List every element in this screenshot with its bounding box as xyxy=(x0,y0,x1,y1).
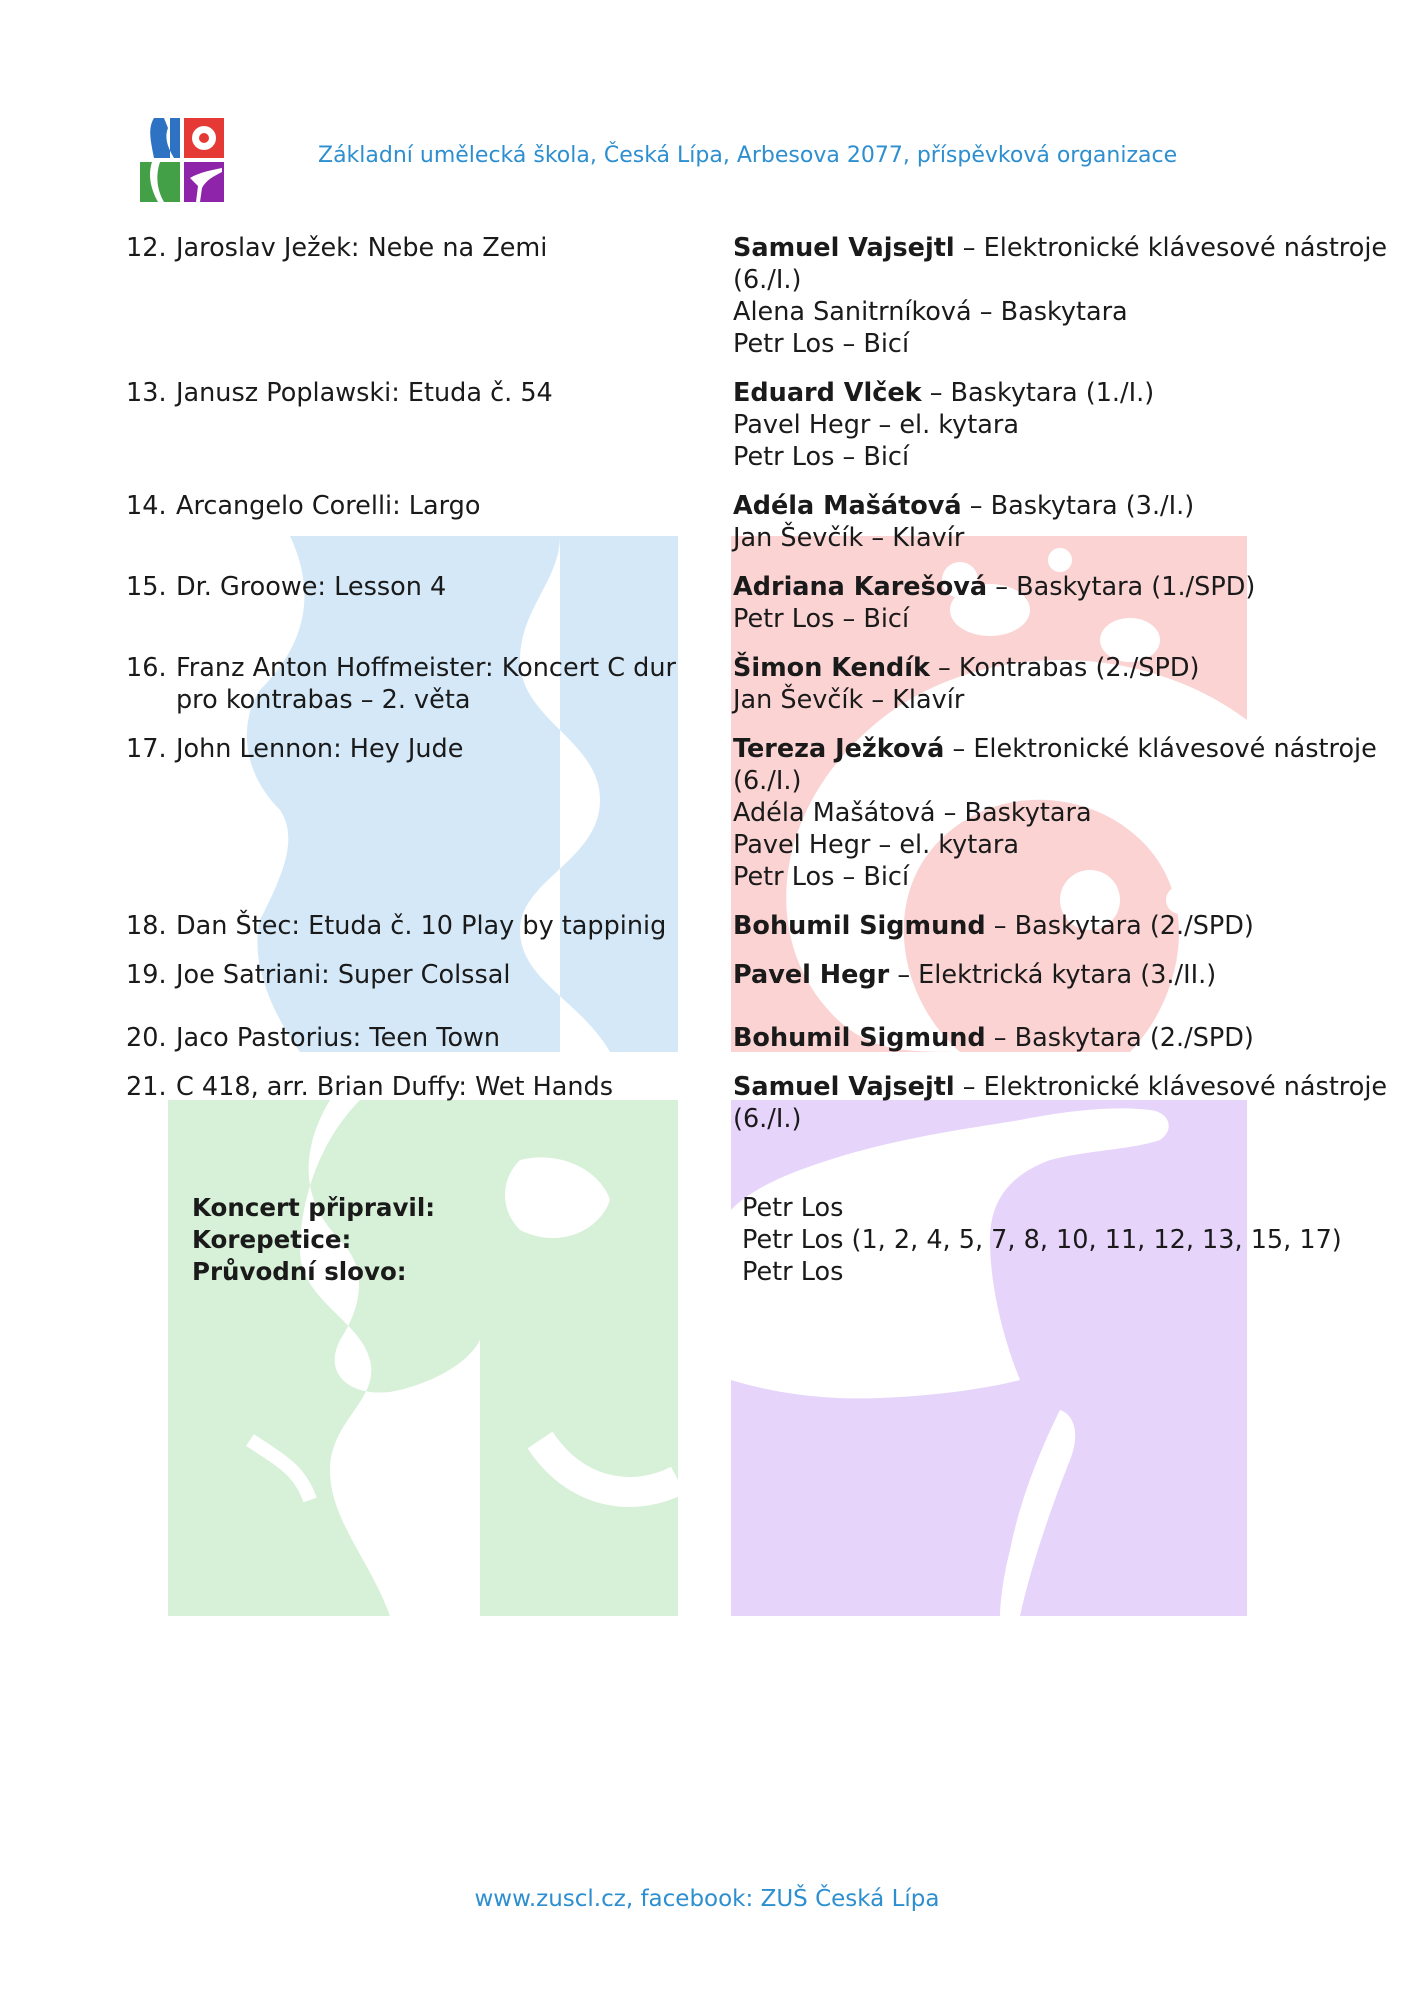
list-item xyxy=(126,959,1366,1022)
piece-title: Joe Satriani: Super Colssal xyxy=(176,960,511,990)
performer-detail: – Elektronické klávesové nástroje xyxy=(944,734,1377,764)
performer-name: Tereza Ježková xyxy=(733,734,945,764)
credit-value: Petr Los xyxy=(742,1193,844,1223)
program-list xyxy=(126,232,1388,1152)
performer-name: Adriana Karešová xyxy=(733,572,988,602)
piece-title: John Lennon: Hey Jude xyxy=(176,734,464,764)
purple-dancer-shape xyxy=(731,1100,1247,1616)
list-item xyxy=(126,377,1366,490)
performer-name: Samuel Vajsejtl xyxy=(733,233,955,263)
performer-extra: (6./I.) xyxy=(733,1104,802,1134)
piece-title: C 418, arr. Brian Duffy: Wet Hands xyxy=(176,1072,614,1102)
performer-detail: – Elektronické klávesové nástroje xyxy=(954,1072,1388,1102)
credit-row xyxy=(192,1192,1292,1224)
performer-extra: Petr Los – Bicí xyxy=(733,604,910,634)
performer-extra: Jan Ševčík – Klavír xyxy=(733,685,965,715)
item-number: 17. xyxy=(126,734,167,764)
performer-extra: Adéla Mašátová – Baskytara xyxy=(733,798,1092,828)
performer-detail: – Elektronické klávesové nástroje xyxy=(954,233,1388,263)
performer-name: Bohumil Sigmund xyxy=(733,911,986,941)
concert-credits xyxy=(192,1192,1342,1288)
credit-label: Koncert připravil: xyxy=(192,1193,436,1222)
performer-detail: – Baskytara (1./SPD) xyxy=(987,572,1256,602)
performer-detail: – Baskytara (3./I.) xyxy=(961,491,1195,521)
performer-extra: Pavel Hegr – el. kytara xyxy=(733,410,1019,440)
item-number: 20. xyxy=(126,1023,167,1053)
performer-name: Samuel Vajsejtl xyxy=(733,1072,955,1102)
performer-detail: – Elektrická kytara (3./II.) xyxy=(889,960,1217,990)
piece-title: Janusz Poplawski: Etuda č. 54 xyxy=(176,378,553,408)
credit-row xyxy=(192,1224,1342,1256)
item-number: 12. xyxy=(126,233,167,263)
performer-name: Eduard Vlček xyxy=(733,378,922,408)
performer-detail: – Baskytara (1./I.) xyxy=(921,378,1155,408)
list-item xyxy=(126,490,1366,571)
performer-name: Pavel Hegr xyxy=(733,960,890,990)
performer-extra: Petr Los – Bicí xyxy=(733,862,910,892)
list-item xyxy=(126,232,1388,377)
credit-label: Průvodní slovo: xyxy=(192,1257,407,1286)
piece-title: Franz Anton Hoffmeister: Koncert C dur pro kontrabas – 2. věta xyxy=(176,653,676,715)
list-item xyxy=(126,652,1366,733)
list-item xyxy=(126,910,1366,959)
credit-value: Petr Los (1, 2, 4, 5, 7, 8, 10, 11, 12, 13, 15, 17) xyxy=(742,1225,1342,1255)
performer-name: Adéla Mašátová xyxy=(733,491,962,521)
item-number: 16. xyxy=(126,653,167,683)
performer-detail: – Baskytara (2./SPD) xyxy=(985,1023,1254,1053)
piece-title: Dr. Groowe: Lesson 4 xyxy=(176,572,447,602)
item-number: 13. xyxy=(126,378,167,408)
school-logo xyxy=(140,118,224,202)
list-item xyxy=(126,571,1366,652)
school-name-header: Základní umělecká škola, Česká Lípa, Arbesova 2077, příspěvková organizace xyxy=(318,143,1178,168)
performer-extra: Jan Ševčík – Klavír xyxy=(733,523,965,553)
footer-links: www.zuscl.cz, facebook: ZUŠ Česká Lípa xyxy=(474,1886,940,1912)
performer-name: Šimon Kendík xyxy=(733,653,930,683)
credit-value: Petr Los xyxy=(742,1257,844,1287)
list-item xyxy=(126,1071,1388,1152)
performer-extra: Alena Sanitrníková – Baskytara xyxy=(733,297,1128,327)
piece-title: Jaco Pastorius: Teen Town xyxy=(176,1023,501,1053)
list-item xyxy=(126,1022,1366,1071)
credit-label: Korepetice: xyxy=(192,1225,352,1254)
item-number: 19. xyxy=(126,960,167,990)
item-number: 18. xyxy=(126,911,167,941)
performer-name: Bohumil Sigmund xyxy=(733,1023,986,1053)
list-item xyxy=(126,733,1377,910)
piece-title: Arcangelo Corelli: Largo xyxy=(176,491,481,521)
item-number: 15. xyxy=(126,572,167,602)
performer-extra: (6./I.) xyxy=(733,766,802,796)
green-mask-shape xyxy=(168,1100,678,1616)
piece-title: Dan Štec: Etuda č. 10 Play by tappinig xyxy=(176,911,667,941)
piece-title: Jaroslav Ježek: Nebe na Zemi xyxy=(176,233,548,263)
performer-detail: – Kontrabas (2./SPD) xyxy=(929,653,1200,683)
item-number: 21. xyxy=(126,1072,167,1102)
performer-detail: – Baskytara (2./SPD) xyxy=(985,911,1254,941)
item-number: 14. xyxy=(126,491,167,521)
performer-extra: Petr Los – Bicí xyxy=(733,442,910,472)
performer-extra: (6./I.) xyxy=(733,265,802,295)
performer-extra: Petr Los – Bicí xyxy=(733,329,910,359)
credit-row xyxy=(192,1256,1292,1288)
performer-extra: Pavel Hegr – el. kytara xyxy=(733,830,1019,860)
